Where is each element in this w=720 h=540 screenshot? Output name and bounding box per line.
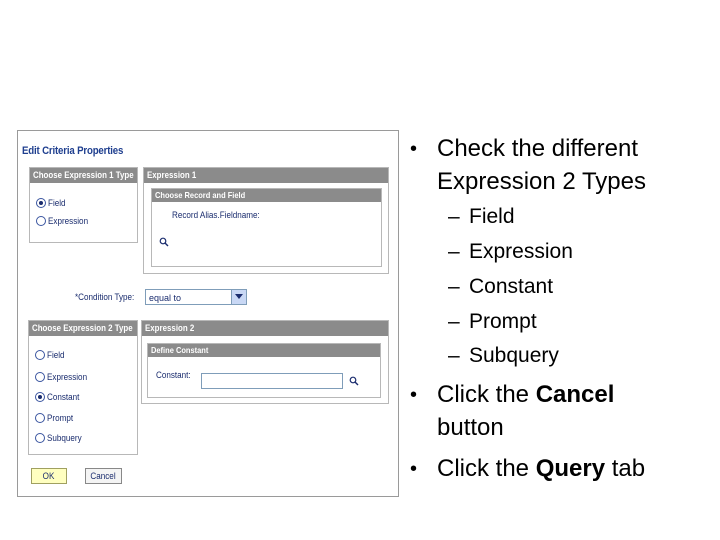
dash: –	[448, 240, 460, 263]
sub-bullet-text: Constant	[469, 275, 554, 298]
expr2-radio-subquery[interactable]	[35, 431, 86, 445]
dash: –	[448, 205, 460, 228]
sub-bullet-text: Field	[469, 205, 515, 228]
expr1-header: Expression 1	[144, 168, 388, 183]
condition-type-value: equal to	[149, 293, 182, 303]
radio-label: Expression	[48, 216, 89, 226]
expr2-radio-constant[interactable]	[35, 390, 83, 404]
bullet-dot: •	[410, 458, 418, 480]
ok-button[interactable]: OK	[31, 468, 67, 484]
chevron-down-icon[interactable]	[231, 290, 246, 304]
expr1-type-group	[29, 167, 138, 243]
radio-label: Expression	[47, 372, 88, 382]
bullet-text-post: tab	[605, 455, 646, 482]
choose-record-header: Choose Record and Field	[152, 189, 381, 202]
define-constant-header: Define Constant	[148, 344, 380, 357]
expr2-type-group	[28, 320, 138, 455]
expr1-type-header: Choose Expression 1 Type	[30, 168, 137, 183]
define-constant-panel	[147, 343, 381, 398]
expr2-radio-expression[interactable]	[35, 370, 92, 384]
sub-bullet-text: Expression	[469, 240, 573, 263]
radio-label: Field	[47, 350, 65, 360]
condition-type-label: *Condition Type:	[75, 292, 135, 302]
radio-selected[interactable]	[35, 392, 45, 402]
expr2-radio-field[interactable]	[35, 348, 67, 362]
dash: –	[448, 310, 460, 333]
bullet-text-pre: Click the	[437, 381, 536, 408]
record-field-label: Record Alias.Fieldname:	[172, 210, 260, 220]
constant-label: Constant:	[156, 370, 191, 380]
expr2-header: Expression 2	[142, 321, 388, 336]
dash: –	[448, 275, 460, 298]
bullet-text-line1: Check the different	[437, 135, 639, 162]
expr1-radio-field[interactable]	[36, 196, 68, 210]
bullet-text	[437, 378, 614, 412]
radio-label: Field	[48, 198, 66, 208]
radio-unselected[interactable]	[35, 372, 45, 382]
expr2-type-header: Choose Expression 2 Type	[29, 321, 137, 336]
radio-label: Subquery	[47, 433, 82, 443]
expr1-radio-expression[interactable]	[36, 214, 93, 228]
bullet-dot: •	[410, 138, 418, 160]
bullet-dot: •	[410, 384, 418, 406]
radio-selected[interactable]	[36, 198, 46, 208]
bullet-text-pre: Click the	[437, 455, 536, 482]
sub-bullet-text: Subquery	[469, 344, 559, 367]
constant-input[interactable]	[201, 373, 343, 389]
radio-label: Constant	[47, 392, 80, 402]
bullet-text-line2: button	[437, 414, 504, 441]
lookup-icon[interactable]	[159, 237, 169, 247]
radio-unselected[interactable]	[35, 433, 45, 443]
lookup-icon[interactable]	[349, 376, 359, 386]
expr1-group	[143, 167, 389, 274]
bullet-text-line2: Expression 2 Types	[437, 168, 647, 195]
dash: –	[448, 344, 460, 367]
criteria-dialog-screenshot	[17, 130, 399, 497]
radio-unselected[interactable]	[36, 216, 46, 226]
condition-type-select[interactable]	[145, 289, 247, 305]
choose-record-panel	[151, 188, 382, 267]
dialog-title: Edit Criteria Properties	[22, 145, 124, 157]
cancel-button[interactable]: Cancel	[85, 468, 122, 484]
sub-bullet-text: Prompt	[469, 310, 537, 333]
bullet-text	[437, 452, 645, 486]
radio-unselected[interactable]	[35, 413, 45, 423]
bullet-text-bold: Cancel	[535, 381, 615, 408]
expr2-group	[141, 320, 389, 404]
radio-unselected[interactable]	[35, 350, 45, 360]
bullet-text-bold: Query	[535, 455, 606, 482]
radio-label: Prompt	[47, 413, 74, 423]
expr2-radio-prompt[interactable]	[35, 411, 76, 425]
